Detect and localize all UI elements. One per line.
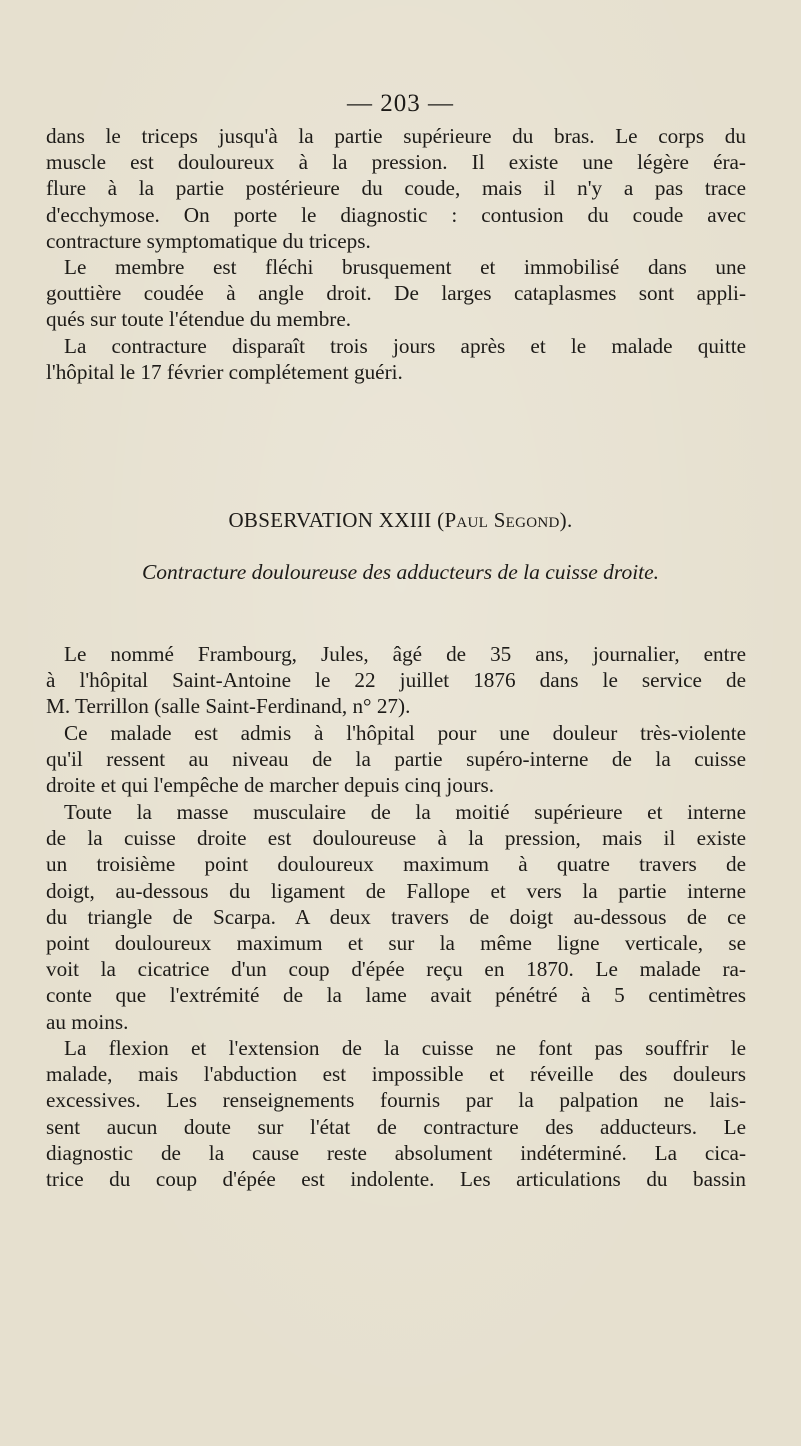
heading-author: Paul Segond [444,508,560,532]
text-line: diagnostic de la cause reste absolument indéterminé. La cica- [46,1140,746,1165]
heading-close: ). [559,508,573,532]
text-line: conte que l'extrémité de la lame avait pénétré à 5 centimètres [46,983,746,1008]
paragraph-examination [46,799,746,1035]
paragraph-admission [46,720,746,799]
text-line: Le membre est fléchi brusquement et immobilisé dans une [64,255,746,279]
text-line: voit la cicatrice d'un coup d'épée reçu en 1870. Le malade ra- [46,957,746,982]
text-line: du triangle de Scarpa. A deux travers de doigt au-dessous de ce [46,904,746,929]
text-line: l'hôpital le 17 février complétement guéri. [46,360,403,385]
text-line: muscle est douloureux à la pression. Il existe une légère éra- [46,150,746,175]
text-line: doigt, au-dessous du ligament de Fallope et vers la partie interne [46,878,746,903]
text-line: La flexion et l'extension de la cuisse ne font pas souffrir le [64,1036,746,1060]
text-line: Toute la masse musculaire de la moitié supérieure et interne [64,800,746,824]
text-line: qu'il ressent au niveau de la partie supéro-interne de la cuisse [46,747,746,772]
text-line: point douloureux maximum et sur la même ligne verticale, se [46,931,746,956]
text-line: Le nommé Frambourg, Jules, âgé de 35 ans, journalier, entre [64,642,746,666]
text-line: d'ecchymose. On porte le diagnostic : contusion du coude avec [46,202,746,227]
text-line: trice du coup d'épée est indolente. Les articulations du bassin [46,1167,746,1192]
page-number: — 203 — [347,90,454,117]
text-line: M. Terrillon (salle Saint-Ferdinand, n° 27). [46,694,411,719]
text-line: au moins. [46,1009,129,1034]
observation-subtitle: Contracture douloureuse des adducteurs de la cuisse droite. [141,560,660,584]
text-line: contracture symptomatique du triceps. [46,228,371,253]
paragraph-diagnosis [46,1035,746,1192]
text-line: gouttière coudée à angle droit. De larges cataplasmes sont appli- [46,281,746,306]
text-line: Ce malade est admis à l'hôpital pour une douleur très-violente [64,721,746,745]
text-line: La contracture disparaît trois jours après et le malade quitte [64,334,746,358]
paragraph-intro [46,123,746,254]
text-line: malade, mais l'abduction est impossible et réveille des douleurs [46,1062,746,1087]
text-line: à l'hôpital Saint-Antoine le 22 juillet 1876 dans le service de [46,668,746,693]
text-line: qués sur toute l'étendue du membre. [46,307,352,332]
paragraph-treatment [46,254,746,333]
paragraph-outcome [46,333,746,385]
text-line: un troisième point douloureux maximum à quatre travers de [46,852,746,877]
heading-main: OBSERVATION XXIII ( [228,508,445,532]
paragraph-patient [46,641,746,720]
text-line: flure à la partie postérieure du coude, mais il n'y a pas trace [46,176,746,201]
observation-heading [0,508,801,533]
text-line: sent aucun doute sur l'état de contracture des adducteurs. Le [46,1114,746,1139]
text-line: droite et qui l'empêche de marcher depuis cinq jours. [46,773,495,798]
text-line: de la cuisse droite est douloureuse à la pression, mais il existe [46,826,746,851]
text-line: dans le triceps jusqu'à la partie supérieure du bras. Le corps du [46,124,746,148]
text-line: excessives. Les renseignements fournis par la palpation ne lais- [46,1088,746,1113]
